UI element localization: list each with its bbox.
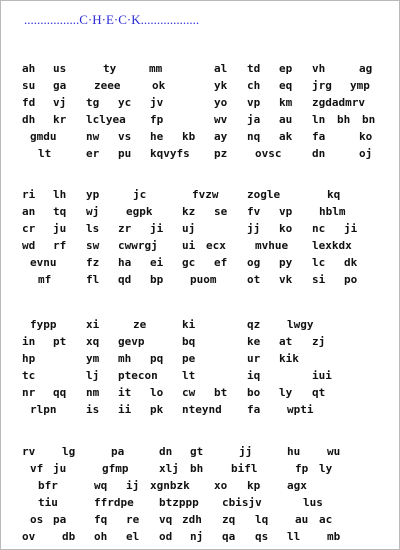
word: evnu [30,256,57,269]
word: nj [190,530,204,543]
word: ym [86,352,100,365]
word: zeee [94,79,121,92]
word: xlj [159,462,179,475]
word: zdh [182,513,202,526]
word: tiu [38,496,58,509]
text-line [0,513,400,527]
word: ah [22,62,36,75]
word: lt [182,369,196,382]
word: ze [133,318,147,331]
text-line [0,96,400,110]
word: lexkdx [312,239,352,252]
word: nr [22,386,36,399]
text-line [0,352,400,366]
word: fypp [30,318,57,331]
word: ep [279,62,293,75]
word: ur [247,352,261,365]
word: ki [182,318,196,331]
word: ju [53,222,67,235]
word: vq [159,513,173,526]
word: gevp [118,335,145,348]
word: gc [182,256,196,269]
word: cr [22,222,36,235]
word: vp [279,205,293,218]
word: ac [319,513,333,526]
word: ha [118,256,132,269]
word: ui [182,239,196,252]
word: us [53,62,67,75]
word: kz [182,205,196,218]
word: ay [214,130,228,143]
word: pa [53,513,67,526]
text-line [0,318,400,332]
word: rf [53,239,67,252]
word: os [30,513,44,526]
word: qz [247,318,261,331]
word: zj [312,335,326,348]
word: ovsc [255,147,282,160]
word: yp [86,188,100,201]
word: er [86,147,100,160]
word: lq [255,513,269,526]
word: ko [279,222,293,235]
word: ll [287,530,301,543]
text-line [0,79,400,93]
word: qt [312,386,326,399]
word: fv [247,205,261,218]
word: ymp [350,79,370,92]
word: an [22,205,36,218]
word: vf [30,462,44,475]
word: kqvyfs [150,147,190,160]
word: qd [118,273,132,286]
text-line [0,113,400,127]
word: pe [182,352,196,365]
word: jj [247,222,261,235]
word: ly [279,386,293,399]
word: od [159,530,173,543]
word: jrg [312,79,332,92]
word: oh [94,530,108,543]
word: bo [247,386,261,399]
word: gmdu [30,130,57,143]
word: fa [312,130,326,143]
word: ef [214,256,228,269]
word: pt [53,335,67,348]
word: xgnbzk [150,479,190,492]
text-line [0,335,400,349]
word: kq [327,188,341,201]
word: nw [86,130,100,143]
word: kb [182,130,196,143]
word: ja [247,113,261,126]
word: cw [182,386,196,399]
text-line [0,369,400,383]
word: fp [295,462,309,475]
word: egpk [126,205,153,218]
word: kik [279,352,299,365]
word: ij [126,479,140,492]
word: cwwrgj [118,239,158,252]
word: ot [247,273,261,286]
word: at [279,335,293,348]
word: wpti [287,403,314,416]
word: au [279,113,293,126]
word: vj [53,96,67,109]
word: iq [247,369,261,382]
word: hblm [319,205,346,218]
word: nm [86,386,100,399]
word: ji [344,222,358,235]
word: cbisjv [222,496,262,509]
word: ffrdpe [94,496,134,509]
word: lo [150,386,164,399]
word: tg [86,96,100,109]
word: zogle [247,188,281,201]
word: jj [239,445,253,458]
word: td [247,62,261,75]
word: wv [214,113,228,126]
word: zr [118,222,132,235]
word: pz [214,147,228,160]
word: bn [362,113,376,126]
text-line [0,273,400,287]
word: dn [312,147,326,160]
word: pq [150,352,164,365]
word: mh [118,352,132,365]
word: ga [53,79,67,92]
word: dh [22,113,36,126]
text-line [0,147,400,161]
word: is [86,403,100,416]
word: bfr [38,479,58,492]
text-line [0,386,400,400]
word: bh [190,462,204,475]
word: ty [103,62,117,75]
text-line [0,222,400,236]
word: el [126,530,140,543]
word: uj [182,222,196,235]
word: zq [222,513,236,526]
word: yc [118,96,132,109]
word: og [247,256,261,269]
word: puom [190,273,217,286]
word: wd [22,239,36,252]
word: vp [247,96,261,109]
word: mm [149,62,163,75]
word: eq [279,79,293,92]
word: hu [287,445,301,458]
word: al [214,62,228,75]
word: ko [359,130,373,143]
word: nteynd [182,403,222,416]
word: xi [86,318,100,331]
word: jc [133,188,147,201]
word: bq [182,335,196,348]
word: xo [214,479,228,492]
text-line [0,62,400,76]
word: btzppp [159,496,199,509]
text-line [0,239,400,253]
word: lc [312,256,326,269]
word: lh [53,188,67,201]
word: ke [247,335,261,348]
word: ju [53,462,67,475]
word: ly [319,462,333,475]
word: fz [86,256,100,269]
word: ag [359,62,373,75]
word: qs [255,530,269,543]
word: km [279,96,293,109]
word: oj [359,147,373,160]
word: ak [279,130,293,143]
check-header: .................C·H·E·C·K.................. [24,12,200,27]
word: in [22,335,36,348]
text-line [0,403,400,417]
word: se [214,205,228,218]
word: vh [312,62,326,75]
word: ei [150,256,164,269]
word: fl [86,273,100,286]
word: ji [150,222,164,235]
text-line [0,530,400,544]
word: bh [337,113,351,126]
word: iui [312,369,332,382]
word: nq [247,130,261,143]
word: sw [86,239,100,252]
word: kp [247,479,261,492]
word: lt [38,147,52,160]
word: he [150,130,164,143]
word: fvzw [192,188,219,201]
word: vk [279,273,293,286]
word: wj [86,205,100,218]
word: pa [111,445,125,458]
text-line [0,256,400,270]
word: wu [327,445,341,458]
word: jv [150,96,164,109]
word: tq [53,205,67,218]
word: re [126,513,140,526]
word: bp [150,273,164,286]
word: kr [53,113,67,126]
word: mb [327,530,341,543]
word: nc [312,222,326,235]
word: au [295,513,309,526]
word: ln [312,113,326,126]
word: lclyea [86,113,126,126]
text-line [0,445,400,459]
word: pu [118,147,132,160]
word: mf [38,273,52,286]
word: it [118,386,132,399]
word: dn [159,445,173,458]
word: bt [214,386,228,399]
word: qq [53,386,67,399]
word: fp [150,113,164,126]
text-line [0,496,400,510]
word: si [312,273,326,286]
word: yo [214,96,228,109]
text-line [0,188,400,202]
word: zgdadmrv [312,96,365,109]
text-line [0,130,400,144]
word: lus [303,496,323,509]
word: mvhue [255,239,289,252]
word: vs [118,130,132,143]
word: fq [94,513,108,526]
word: ok [152,79,166,92]
word: ch [247,79,261,92]
word: ii [118,403,132,416]
word: ls [86,222,100,235]
word: py [279,256,293,269]
word: fd [22,96,36,109]
word: gt [190,445,204,458]
word: ri [22,188,36,201]
text-line [0,462,400,476]
word: pk [150,403,164,416]
word: rv [22,445,36,458]
word: ov [22,530,36,543]
word: su [22,79,36,92]
word: lwgy [287,318,314,331]
text-line [0,479,400,493]
word: po [344,273,358,286]
word: lj [86,369,100,382]
word: ecx [206,239,226,252]
word: tc [22,369,36,382]
text-line [0,205,400,219]
word: dk [344,256,358,269]
word: agx [287,479,307,492]
word: qa [222,530,236,543]
word: gfmp [102,462,129,475]
word: bifl [231,462,258,475]
word: hp [22,352,36,365]
word: lg [62,445,76,458]
word: fa [247,403,261,416]
word: xq [86,335,100,348]
word: ptecon [118,369,158,382]
word: db [62,530,76,543]
word: wq [94,479,108,492]
word: rlpn [30,403,57,416]
word: yk [214,79,228,92]
